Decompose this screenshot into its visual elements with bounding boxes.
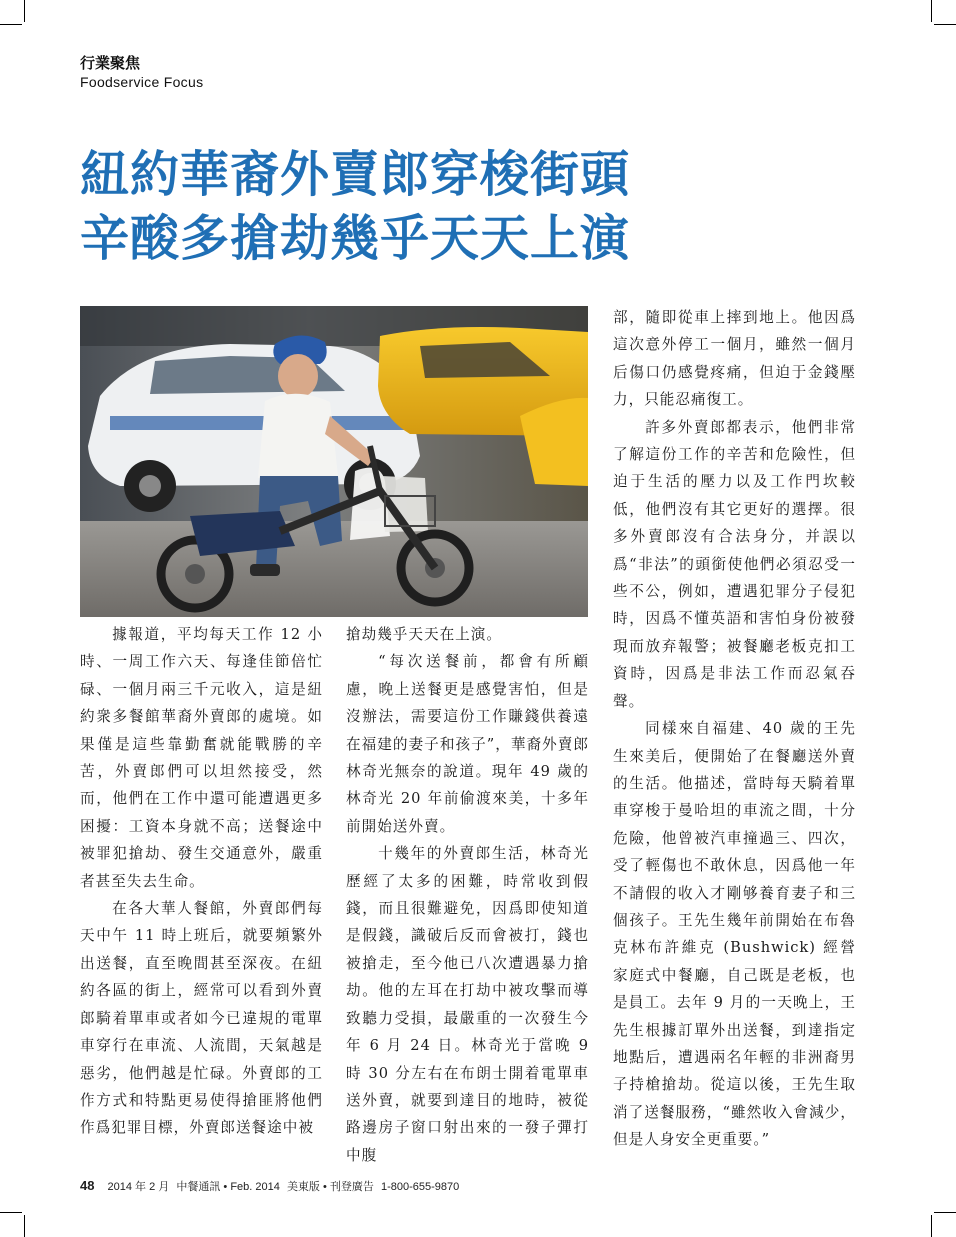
crop-mark: [24, 1215, 25, 1237]
headline: [80, 142, 630, 270]
paragraph-continued: 部，隨即從車上摔到地上。他因爲這次意外停工一個月，雖然一個月后傷口仍感覺疼痛，但迫于金錢壓力，只能忍痛復工。: [613, 309, 856, 409]
page-footer: [80, 1178, 463, 1194]
crop-mark: [0, 24, 22, 25]
crop-mark: [931, 0, 932, 22]
page-number: 48: [80, 1178, 95, 1193]
paragraph-continued: 搶劫幾乎天天在上演。: [346, 626, 502, 643]
footer-edition: 美東版 • 刊登廣告: [286, 1181, 374, 1193]
paragraph: 在各大華人餐館，外賣郎們每天中午 11 時上班后，就要頻繁外出送餐，直至晚間甚至深夜。在紐約各區的街上，經常可以看到外賣郎騎着單車或者如今已違規的電單車穿行在車流、人流間，天氣越是惡劣，他們越是忙碌。外賣郎的工作方式和特點更易使得搶匪將他們作爲犯罪目標，外賣郎送餐途中被: [80, 900, 323, 1137]
body-column-1: [80, 621, 323, 1142]
crop-mark: [931, 1215, 932, 1237]
headline-line-2: 辛酸多搶劫幾乎天天上演: [80, 209, 631, 267]
footer-date: 2014 年 2 月: [107, 1181, 170, 1193]
footer-magazine: 中餐通訊 • Feb. 2014: [176, 1181, 280, 1193]
headline-line-1: 紐約華裔外賣郎穿梭街頭: [80, 145, 631, 203]
photo-illustration: [80, 306, 588, 617]
paragraph: 十幾年的外賣郎生活，林奇光歷經了太多的困難，時常收到假錢，而且很難避免，因爲即使知道是假錢，識破后反而會被打，錢也被搶走，至今他已八次遭遇暴力搶劫。他的左耳在打劫中被攻擊而導致聽力受損，最嚴重的一次發生今年 6 月 24 日。林奇光于當晚 9 時 30 分左右在布朗士開着電單車送外賣，就要到達目的地時，被從路邊房子窗口射出來的一發子彈打中腹: [346, 845, 589, 1164]
body-column-3: [613, 304, 856, 1154]
paragraph: 據報道，平均每天工作 12 小時、一周工作六天、每逢佳節倍忙碌、一個月兩三千元收入，這是紐約衆多餐館華裔外賣郎的處境。如果僅是這些靠勤奮就能戰勝的辛苦，外賣郎們可以坦然接受，然而，他們在工作中還可能遭遇更多困擾：工資本身就不高；送餐途中被罪犯搶劫、發生交通意外，嚴重者甚至失去生命。: [80, 626, 323, 890]
section-title-en: Foodservice Focus: [80, 74, 204, 90]
footer-phone: 1-800-655-9870: [380, 1181, 460, 1193]
crop-mark: [934, 1212, 956, 1213]
paragraph: “每次送餐前，都會有所顧慮，晚上送餐更是感覺害怕，但是沒辦法，需要這份工作賺錢供養遠在福建的妻子和孩子”，華裔外賣郎林奇光無奈的說道。現年 49 歲的林奇光 20 年前偷渡來美，十多年前開始送外賣。: [346, 653, 589, 835]
crop-mark: [0, 1212, 22, 1213]
body-column-2: [346, 621, 589, 1169]
crop-mark: [24, 0, 25, 22]
delivery-cyclist-photo: [80, 306, 588, 617]
section-title-zh: 行業聚焦: [80, 54, 141, 72]
crop-mark: [934, 24, 956, 25]
paragraph: 許多外賣郎都表示，他們非常了解這份工作的辛苦和危險性，但迫于生活的壓力以及工作門坎較低，他們沒有其它更好的選擇。很多外賣郎沒有合法身分，并誤以爲“非法”的頭銜使他們必須忍受一些不公，例如，遭遇犯罪分子侵犯時，因爲不懂英語和害怕身份被發現而放弃報警；被餐廳老板克扣工資時，因爲是非法工作而忍氣吞聲。: [613, 418, 856, 710]
paragraph: 同樣來自福建、40 歲的王先生來美后，便開始了在餐廳送外賣的生活。他描述，當時每天騎着單車穿梭于曼哈坦的車流之間，十分危險，他曾被汽車撞過三、四次，受了輕傷也不敢休息，因爲他一年不請假的收入才剛够養育妻子和三個孩子。王先生幾年前開始在布魯克林布許維克 (Bushwick) 經營家庭式中餐廳，自己既是老板，也是員工。去年 9 月的一天晚上，王先生根據訂單外出送餐，到達指定地點后，遭遇兩名年輕的非洲裔男子持槍搶劫。從這以後，王先生取消了送餐服務，“雖然收入會減少，但是人身安全更重要。”: [613, 720, 856, 1149]
